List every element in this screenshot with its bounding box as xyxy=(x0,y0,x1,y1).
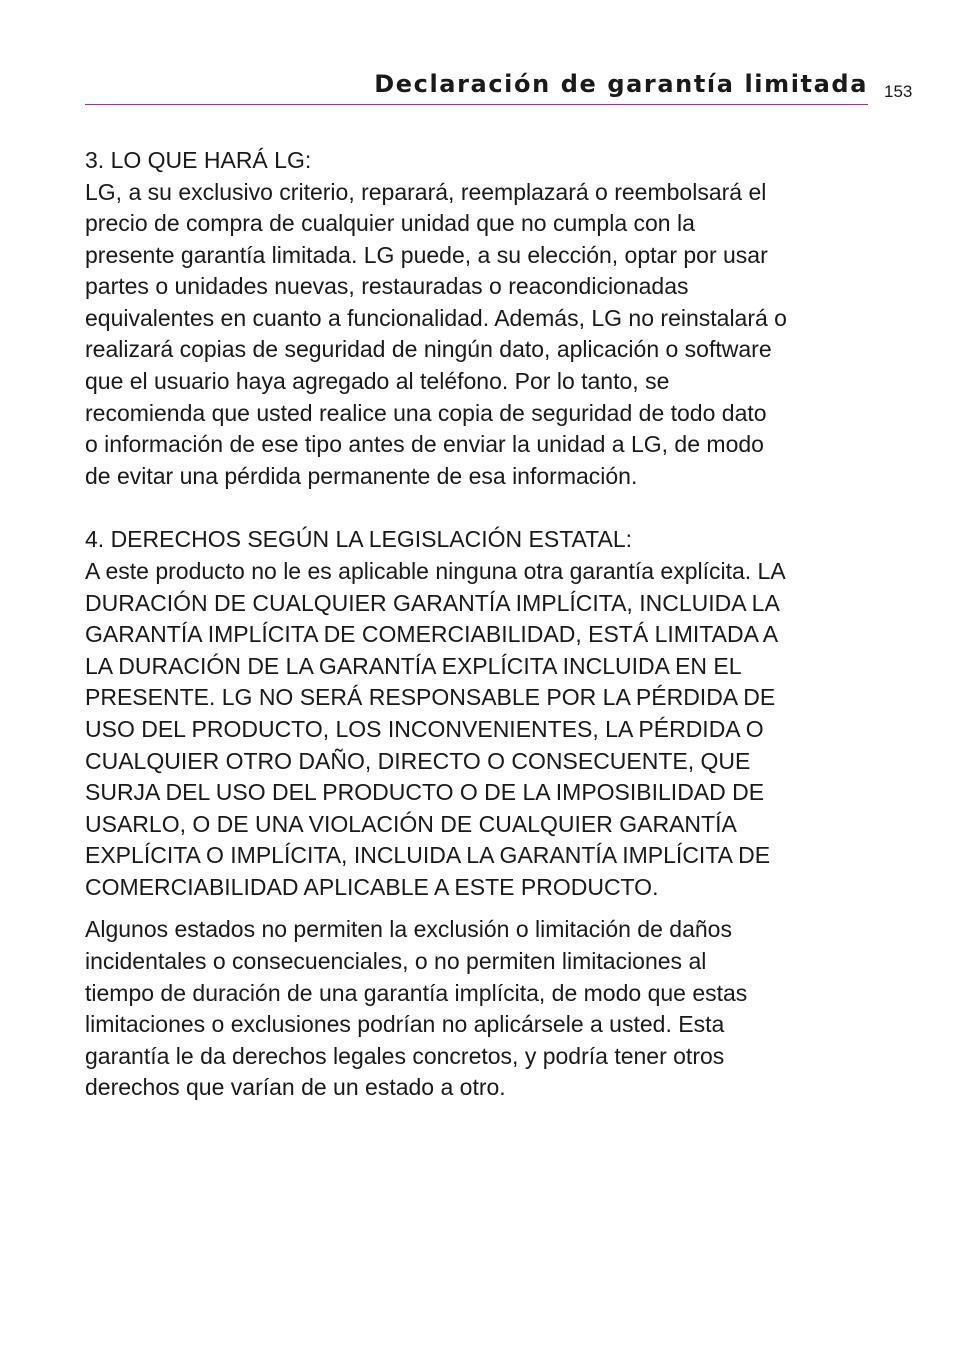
section-spacer xyxy=(85,492,885,524)
page-number: 153 xyxy=(884,82,913,101)
paragraph xyxy=(85,177,885,493)
text-line: derechos que varían de un estado a otro. xyxy=(85,1074,506,1101)
text-line: A este producto no le es aplicable ninguna otra garantía explícita. LA xyxy=(85,557,786,584)
text-line: DURACIÓN DE CUALQUIER GARANTÍA IMPLÍCITA, INCLUIDA LA xyxy=(85,589,780,616)
text-line: EXPLÍCITA O IMPLÍCITA, INCLUIDA LA GARANTÍA IMPLÍCITA DE xyxy=(85,842,771,869)
document-body xyxy=(85,145,885,1104)
text-line: PRESENTE. LG NO SERÁ RESPONSABLE POR LA PÉRDIDA DE xyxy=(85,684,776,711)
text-line: limitaciones o exclusiones podrían no aplicársele a usted. Esta xyxy=(85,1011,725,1038)
header-title: Declaración de garantía limitada xyxy=(374,70,868,98)
text-line: SURJA DEL USO DEL PRODUCTO O DE LA IMPOSIBILIDAD DE xyxy=(85,779,765,806)
text-line: LG, a su exclusivo criterio, reparará, reemplazará o reembolsará el xyxy=(85,178,767,205)
text-line: o información de ese tipo antes de enviar la unidad a LG, de modo xyxy=(85,431,764,458)
section-heading: 3. LO QUE HARÁ LG: xyxy=(85,147,312,173)
text-line: equivalentes en cuanto a funcionalidad. Además, LG no reinstalará o xyxy=(85,304,787,331)
text-line: precio de compra de cualquier unidad que no cumpla con la xyxy=(85,210,695,237)
section-heading: 4. DERECHOS SEGÚN LA LEGISLACIÓN ESTATAL: xyxy=(85,526,633,553)
section-derechos xyxy=(85,524,885,1104)
text-line: que el usuario haya agregado al teléfono. Por lo tanto, se xyxy=(85,368,670,395)
text-line: CUALQUIER OTRO DAÑO, DIRECTO O CONSECUENTE, QUE xyxy=(85,747,751,774)
text-line: realizará copias de seguridad de ningún dato, aplicación o software xyxy=(85,336,772,363)
section-lo-que-hara-lg xyxy=(85,145,885,492)
text-line: partes o unidades nuevas, restauradas o reacondicionadas xyxy=(85,273,689,300)
paragraph xyxy=(85,914,885,1104)
paragraph-spacer xyxy=(85,903,885,914)
text-line: Algunos estados no permiten la exclusión o limitación de daños xyxy=(85,916,732,943)
text-line: incidentales o consecuenciales, o no permiten limitaciones al xyxy=(85,948,707,975)
text-line: recomienda que usted realice una copia de seguridad de todo dato xyxy=(85,399,767,426)
text-line: presente garantía limitada. LG puede, a su elección, optar por usar xyxy=(85,241,768,268)
text-line: garantía le da derechos legales concretos, y podría tener otros xyxy=(85,1042,725,1069)
text-line: USO DEL PRODUCTO, LOS INCONVENIENTES, LA PÉRDIDA O xyxy=(85,715,764,742)
paragraph xyxy=(85,556,885,904)
page-header xyxy=(85,68,868,105)
text-line: USARLO, O DE UNA VIOLACIÓN DE CUALQUIER GARANTÍA xyxy=(85,810,737,837)
text-line: COMERCIABILIDAD APLICABLE A ESTE PRODUCTO. xyxy=(85,873,659,900)
text-line: GARANTÍA IMPLÍCITA DE COMERCIABILIDAD, ESTÁ LIMITADA A xyxy=(85,621,779,648)
text-line: tiempo de duración de una garantía implícita, de modo que estas xyxy=(85,979,748,1006)
text-line: LA DURACIÓN DE LA GARANTÍA EXPLÍCITA INCLUIDA EN EL xyxy=(85,652,742,679)
text-line: de evitar una pérdida permanente de esa información. xyxy=(85,462,638,489)
